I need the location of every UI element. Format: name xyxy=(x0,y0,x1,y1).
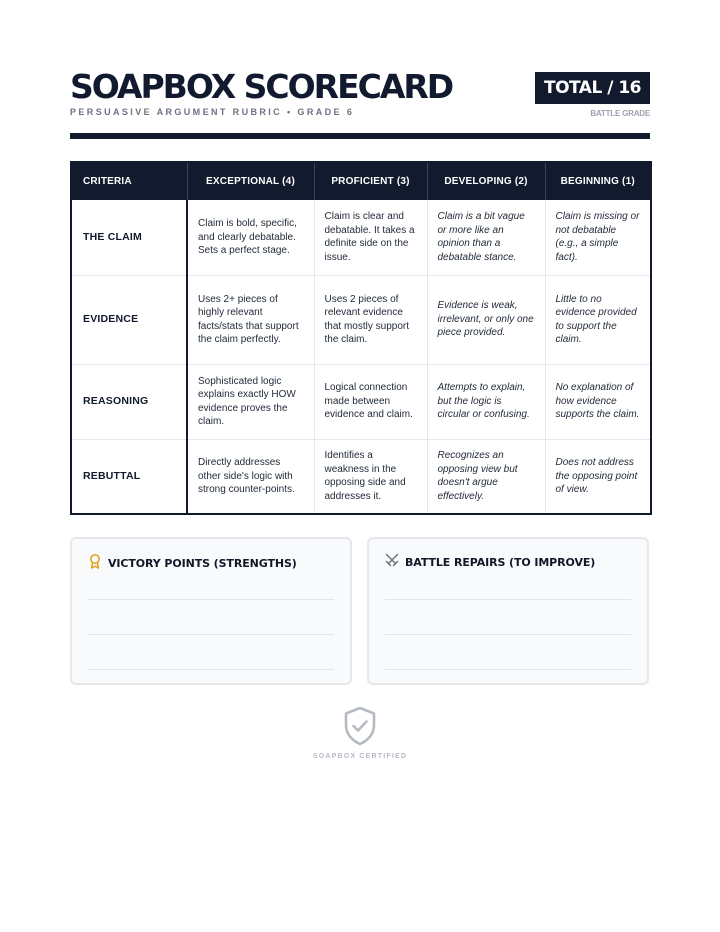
writing-line xyxy=(385,634,631,635)
certified-seal xyxy=(310,705,410,765)
improve-title: BATTLE REPAIRS (TO IMPROVE) xyxy=(405,556,596,569)
column-header-criteria: CRITERIA xyxy=(71,162,187,200)
column-header-beginning: BEGINNING (1) xyxy=(545,162,651,200)
column-header-proficient: PROFICIENT (3) xyxy=(314,162,427,200)
developing-cell: Evidence is weak, irrelevant, or only one piece provided. xyxy=(427,275,545,364)
proficient-cell: Logical connection made between evidence and claim. xyxy=(314,364,427,439)
table-row xyxy=(71,439,651,514)
criterion-label: REASONING xyxy=(71,364,187,439)
exceptional-cell: Claim is bold, specific, and clearly debatable. Sets a perfect stage. xyxy=(187,200,314,275)
criterion-label: EVIDENCE xyxy=(71,275,187,364)
rubric-header-row xyxy=(71,162,651,200)
page-header xyxy=(70,68,650,118)
column-header-exceptional: EXCEPTIONAL (4) xyxy=(187,162,314,200)
criterion-label: THE CLAIM xyxy=(71,200,187,275)
beginning-cell: Claim is missing or not debatable (e.g., a simple fact). xyxy=(545,200,651,275)
developing-cell: Recognizes an opposing view but doesn't argue effectively. xyxy=(427,439,545,514)
improve-box[interactable] xyxy=(367,537,649,685)
exceptional-cell: Uses 2+ pieces of highly relevant facts/stats that support the claim perfectly. xyxy=(187,275,314,364)
column-header-developing: DEVELOPING (2) xyxy=(427,162,545,200)
beginning-cell: Does not address the opposing point of view. xyxy=(545,439,651,514)
seal-label: SOAPBOX CERTIFIED xyxy=(312,753,408,760)
page-subtitle: PERSUASIVE ARGUMENT RUBRIC • GRADE 6 xyxy=(70,107,355,117)
proficient-cell: Uses 2 pieces of relevant evidence that mostly support the claim. xyxy=(314,275,427,364)
writing-line xyxy=(88,599,334,600)
total-score-box: TOTAL / 16 xyxy=(535,72,650,104)
battle-grade-label: BATTLE GRADE xyxy=(590,109,650,118)
page-title: SOAPBOX SCORECARD xyxy=(70,67,453,106)
writing-line xyxy=(385,599,631,600)
strengths-box[interactable] xyxy=(70,537,352,685)
developing-cell: Attempts to explain, but the logic is circular or confusing. xyxy=(427,364,545,439)
header-divider xyxy=(70,133,650,139)
beginning-cell: No explanation of how evidence supports the claim. xyxy=(545,364,651,439)
exceptional-cell: Directly addresses other side's logic with strong counter-points. xyxy=(187,439,314,514)
writing-line xyxy=(88,634,334,635)
beginning-cell: Little to no evidence provided to support the claim. xyxy=(545,275,651,364)
award-ribbon-icon xyxy=(88,553,102,574)
table-row xyxy=(71,200,651,275)
rubric-table xyxy=(70,161,652,515)
writing-line xyxy=(385,669,631,670)
table-row xyxy=(71,275,651,364)
developing-cell: Claim is a bit vague or more like an opinion than a debatable stance. xyxy=(427,200,545,275)
criterion-label: REBUTTAL xyxy=(71,439,187,514)
table-row xyxy=(71,364,651,439)
strengths-title: VICTORY POINTS (STRENGTHS) xyxy=(108,557,297,570)
crossed-swords-icon xyxy=(385,553,399,572)
writing-line xyxy=(88,669,334,670)
proficient-cell: Claim is clear and debatable. It takes a definite side on the issue. xyxy=(314,200,427,275)
proficient-cell: Identifies a weakness in the opposing side and addresses it. xyxy=(314,439,427,514)
exceptional-cell: Sophisticated logic explains exactly HOW evidence proves the claim. xyxy=(187,364,314,439)
